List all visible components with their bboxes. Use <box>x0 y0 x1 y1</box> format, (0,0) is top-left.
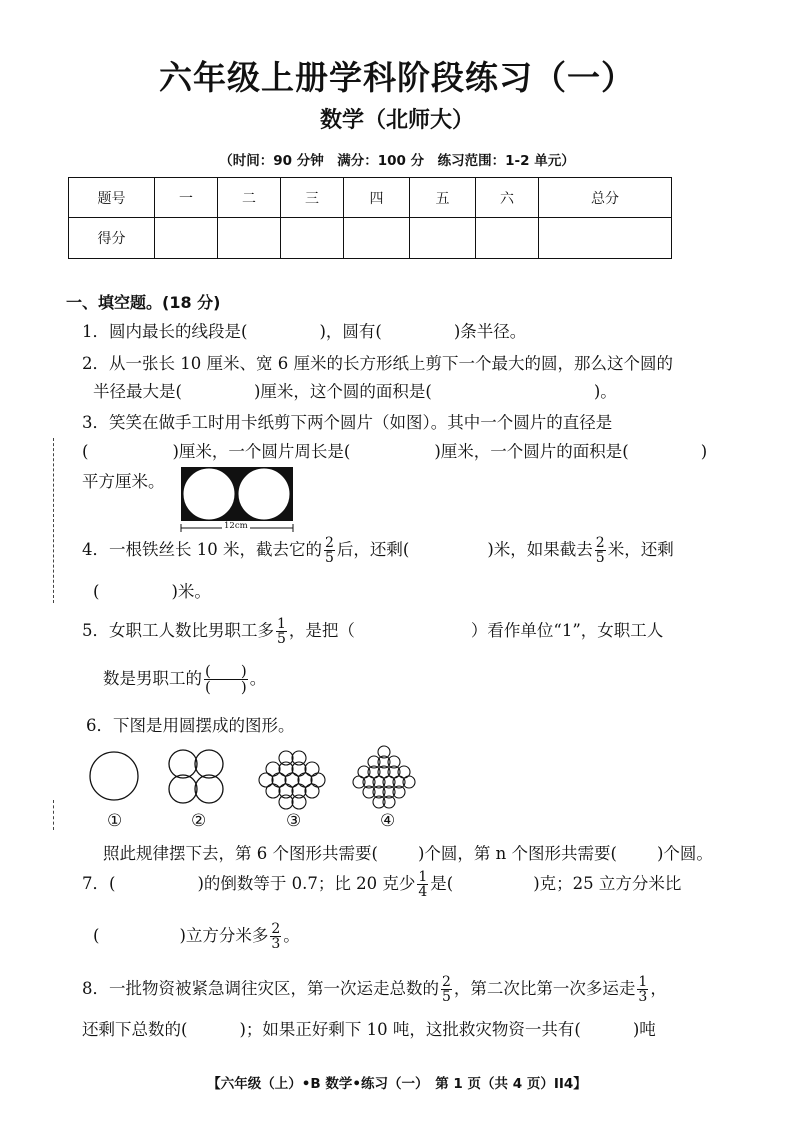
figure-label-1: ① <box>107 811 123 831</box>
question-6-line1: 6．下图是用圆摆成的图形。 <box>86 716 295 735</box>
score-cell[interactable] <box>476 218 539 259</box>
header-cell: 题号 <box>69 178 155 218</box>
header-cell: 六 <box>476 178 539 218</box>
question-4-line1: 4．一根铁丝长 10 米，截去它的 $\frac{2}{5}$ 后，还剩( )米，如果截去 $\frac{2}{5}$ 米，还剩 <box>82 535 674 566</box>
fraction: $\frac{2}{5}$ <box>442 974 451 1005</box>
question-5-line1: 5．女职工人数比男职工多 $\frac{1}{5}$ ，是把（ ）看作单位“1”，女职工人 <box>82 616 664 647</box>
pattern-3 <box>259 751 325 809</box>
header-cell: 五 <box>410 178 476 218</box>
fraction-blank[interactable]: $\frac{( )}{( )}$ <box>205 662 247 696</box>
score-cell[interactable] <box>410 218 476 259</box>
pattern-2 <box>169 750 223 803</box>
header-cell: 二 <box>218 178 281 218</box>
question-3-line3: 平方厘米。 <box>82 472 165 491</box>
score-cell[interactable] <box>539 218 672 259</box>
page-footer: 【六年级（上）•B 数学•练习（一） 第 1 页（共 4 页）II4】 <box>207 1076 587 1092</box>
header-cell: 四 <box>344 178 410 218</box>
score-cell[interactable] <box>281 218 344 259</box>
question-8-line1: 8．一批物资被紧急调往灾区，第一次运走总数的 $\frac{2}{5}$ ，第二次比第一次多运走 $\frac{1}{3}$ ， <box>82 974 667 1005</box>
header-cell: 总分 <box>539 178 672 218</box>
page-title: 六年级上册学科阶段练习（一） <box>159 58 635 97</box>
binding-line <box>53 438 54 603</box>
question-3-line1: 3．笑笑在做手工时用卡纸剪下两个圆片（如图）。其中一个圆片的直径是 <box>82 413 613 432</box>
fraction: $\frac{2}{3}$ <box>271 921 281 952</box>
question-5-line2: 数是男职工的 $\frac{( )}{( )}$ 。 <box>103 662 267 696</box>
question-2-line2: 半径最大是( )厘米，这个圆的面积是( )。 <box>93 382 617 401</box>
score-cell[interactable] <box>218 218 281 259</box>
question-3-line2: ( )厘米，一个圆片周长是( )厘米，一个圆片的面积是( ) <box>82 442 708 461</box>
binding-line <box>53 800 54 830</box>
fraction: $\frac{1}{4}$ <box>418 869 428 900</box>
score-cell[interactable] <box>344 218 410 259</box>
question-2-line1: 2．从一张长 10 厘米、宽 6 厘米的长方形纸上剪下一个最大的圆，那么这个圆的 <box>82 354 673 373</box>
fraction: $\frac{1}{5}$ <box>277 616 286 647</box>
circle-patterns-figure <box>88 742 418 812</box>
question-8-line2: 还剩下总数的( )；如果正好剩下 10 吨，这批救灾物资一共有( )吨 <box>82 1020 656 1039</box>
score-cell[interactable] <box>155 218 218 259</box>
question-7-line2: ( )立方分米多 $\frac{2}{3}$ 。 <box>93 921 300 952</box>
question-1: 1．圆内最长的线段是( )，圆有( )条半径。 <box>82 322 527 341</box>
score-table <box>68 177 672 259</box>
dimension-label: 12cm <box>224 521 248 531</box>
score-label-cell: 得分 <box>69 218 155 259</box>
fraction: $\frac{2}{5}$ <box>324 535 334 566</box>
figure-label-4: ④ <box>380 811 396 831</box>
figure-label-2: ② <box>191 811 207 831</box>
question-4-line2: ( )米。 <box>93 582 211 601</box>
pattern-4 <box>353 746 415 808</box>
page-subtitle: 数学（北师大） <box>319 108 474 133</box>
circle-right <box>238 468 290 520</box>
header-cell: 三 <box>281 178 344 218</box>
figure-label-3: ③ <box>286 811 302 831</box>
fraction: $\frac{1}{3}$ <box>638 974 648 1005</box>
circle-left <box>183 468 235 520</box>
header-cell: 一 <box>155 178 218 218</box>
pattern-1 <box>90 752 138 800</box>
question-7-line1: 7．( )的倒数等于 0.7；比 20 克少 $\frac{1}{4}$ 是( )克；25 立方分米比 <box>82 869 682 900</box>
question-6-line2: 照此规律摆下去，第 6 个图形共需要( )个圆，第 n 个图形共需要( )个圆。 <box>103 844 713 863</box>
section-title: 一、填空题。(18 分) <box>66 293 221 312</box>
exam-info: （时间：90 分钟 满分：100 分 练习范围：1-2 单元） <box>219 153 575 169</box>
fraction: $\frac{2}{5}$ <box>595 535 605 566</box>
